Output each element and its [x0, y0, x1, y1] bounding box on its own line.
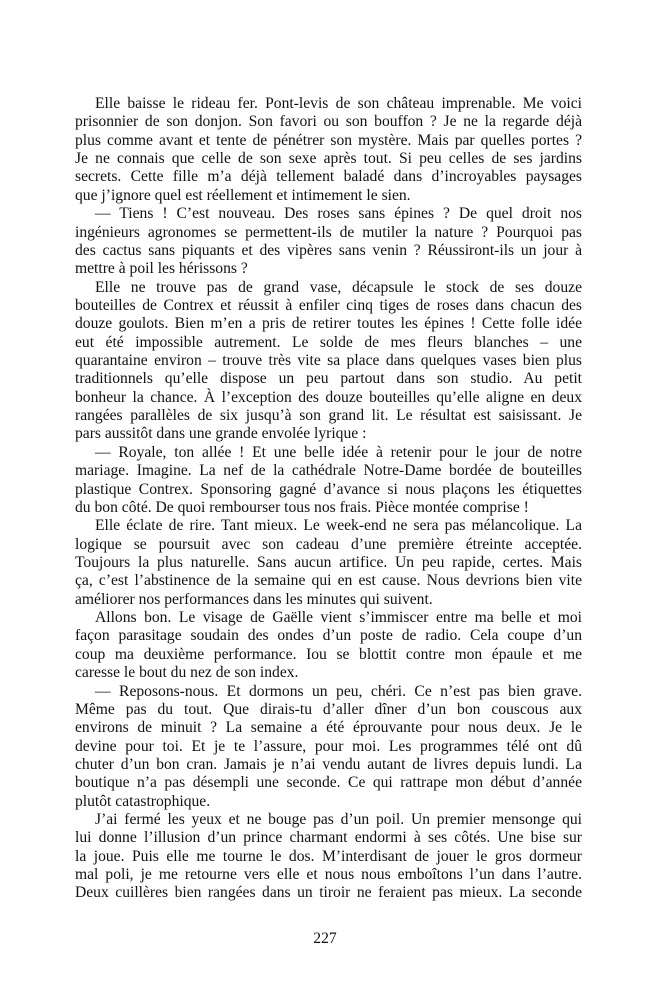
text-line: — Reposons-nous. Et dormons un peu, chéri. Ce n’est pas bien grave. [95, 682, 582, 700]
text-line: des cactus sans piquants et des vipères sans venin ? Réussiront-ils un jour à [75, 241, 582, 259]
text-line: la joue. Puis elle me tourne le dos. M’interdisant de jouer le gros dormeur [75, 847, 582, 865]
text-line: Elle ne trouve pas de grand vase, décapsule le stock de ses douze [95, 278, 582, 296]
text-line: plastique Contrex. Sponsoring gagné d’avance si nous plaçons les étiquettes [75, 480, 582, 498]
text-line: bonheur la chance. À l’exception des douze bouteilles qu’elle aligne en deux [75, 388, 582, 406]
text-line: secrets. Cette fille m’a déjà tellement baladé dans d’incroyables paysages [75, 168, 582, 186]
text-line: douze goulots. Bien m’en a pris de retirer toutes les épines ! Cette folle idée [75, 315, 582, 333]
page-body-text [75, 95, 582, 903]
paragraph [75, 811, 582, 903]
text-line: environs de minuit ? La semaine a été éprouvante pour nous deux. Je le [75, 719, 582, 737]
text-line: pars aussitôt dans une grande envolée lyrique : [75, 425, 367, 443]
paragraph [75, 279, 582, 444]
text-line: quarantaine environ – trouve très vite sa place dans quelques vases bien plus [75, 352, 582, 370]
text-line: Elle éclate de rire. Tant mieux. Le week-end ne sera pas mélancolique. La [95, 517, 582, 535]
text-line: — Royale, ton allée ! Et une belle idée à retenir pour le jour de notre [95, 443, 582, 461]
paragraph [75, 609, 582, 682]
text-line: que j’ignore quel est réellement et intimement le sien. [75, 186, 411, 204]
text-line: prisonnier de son donjon. Son favori ou son bouffon ? Je ne la regarde déjà [75, 113, 582, 131]
text-line: du bon côté. De quoi rembourser tous nos frais. Pièce montée comprise ! [75, 498, 529, 516]
text-line: mariage. Imagine. La nef de la cathédrale Notre-Dame bordée de bouteilles [75, 462, 582, 480]
text-line: chuter d’un bon cran. Jamais je n’ai vendu autant de livres depuis lundi. La [75, 755, 582, 773]
text-line: Allons bon. Le visage de Gaëlle vient s’immiscer entre ma belle et moi [95, 609, 582, 627]
text-line: mal poli, je me retourne vers elle et nous nous emboîtons l’un dans l’autre. [75, 866, 582, 884]
text-line: — Tiens ! C’est nouveau. Des roses sans épines ? De quel droit nos [95, 205, 582, 223]
text-line: eut été impossible autrement. Le solde de mes fleurs blanches – une [75, 333, 582, 351]
text-line: rangées parallèles de six jusqu’à son grand lit. Le résultat est saisissant. Je [75, 407, 582, 425]
text-line: bouteilles de Contrex et réussit à enfiler cinq tiges de roses dans chacun des [75, 296, 582, 314]
text-line: améliorer nos performances dans les minutes qui suivent. [75, 590, 433, 608]
text-line: plutôt catastrophique. [75, 792, 211, 810]
text-line: ingénieurs agronomes se permettent-ils de mutiler la nature ? Pourquoi pas [75, 223, 582, 241]
text-line: Elle baisse le rideau fer. Pont-levis de son château imprenable. Me voici [95, 95, 582, 112]
text-line: traditionnels qu’elle dispose un peu partout dans son studio. Au petit [75, 370, 582, 388]
paragraph [75, 683, 582, 812]
text-line: lui donne l’illusion d’un prince charmant endormi à ses côtés. Une bise sur [75, 829, 582, 847]
text-line: logique se poursuit avec son cadeau d’une première étreinte acceptée. [75, 535, 582, 553]
paragraph [75, 444, 582, 517]
text-line: mettre à poil les hérissons ? [75, 260, 248, 278]
text-line: Je ne connais que celle de son sexe après tout. Si peu celles de ses jardins [75, 150, 582, 168]
text-line: J’ai fermé les yeux et ne bouge pas d’un poil. Un premier mensonge qui [95, 811, 582, 829]
paragraph [75, 205, 582, 278]
page-number: 227 [313, 930, 337, 947]
text-line: ça, c’est l’abstinence de la semaine qui en est cause. Nous devrions bien vite [75, 572, 582, 590]
text-line: Même pas du tout. Que dirais-tu d’aller dîner d’un bon couscous aux [75, 700, 582, 718]
text-line: boutique n’a pas désempli une seconde. Ce qui rattrape mon début d’année [75, 774, 582, 792]
text-line: devine pour toi. Et je te l’assure, pour moi. Les programmes télé ont dû [75, 737, 582, 755]
text-line: Deux cuillères bien rangées dans un tiroir ne feraient pas mieux. La seconde [75, 884, 582, 902]
paragraph [75, 517, 582, 609]
text-line: coup ma deuxième performance. Iou se blottit contre mon épaule et me [75, 645, 582, 663]
text-line: caresse le bout du nez de son index. [75, 664, 299, 682]
text-line: plus comme avant et tente de pénétrer son mystère. Mais par quelles portes ? [75, 131, 582, 149]
text-line: façon parasitage soudain des ondes d’un poste de radio. Cela coupe d’un [75, 627, 582, 645]
paragraph [75, 95, 582, 205]
text-line: Toujours la plus naturelle. Sans aucun artifice. Un peu rapide, certes. Mais [75, 553, 582, 571]
